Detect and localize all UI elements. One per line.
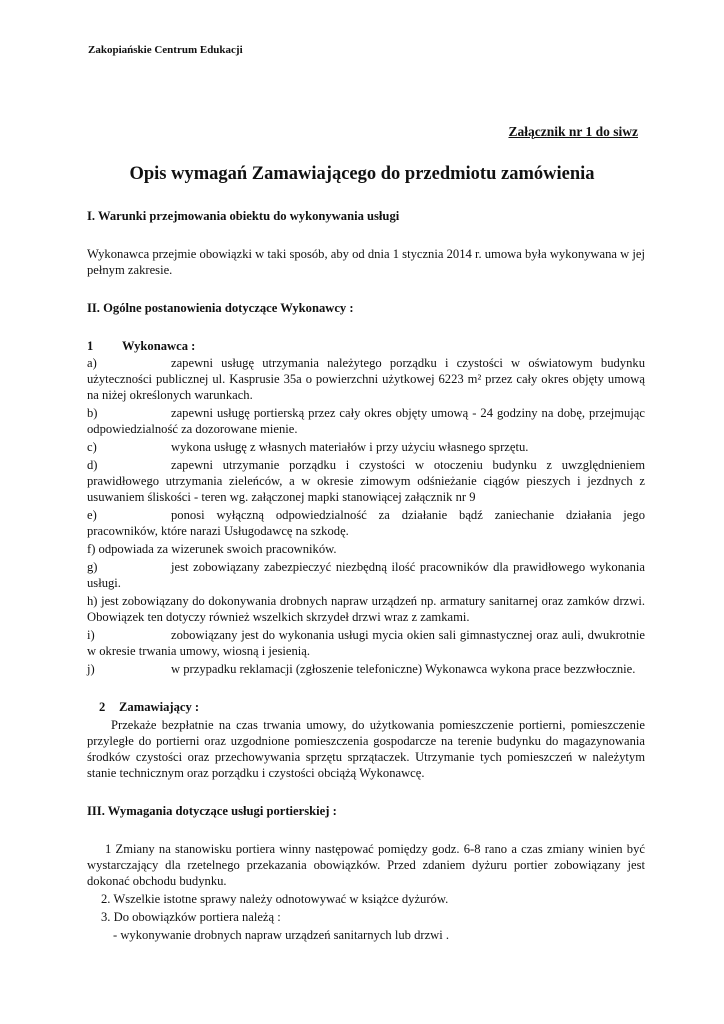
subsection-1-title: Wykonawca : [122, 339, 196, 353]
subsection-2-title: Zamawiający : [119, 700, 200, 714]
list-item-c [87, 439, 645, 455]
section-3-heading: III. Wymagania dotyczące usługi portierskiej : [87, 804, 337, 818]
attachment-label: Załącznik nr 1 do siwz [508, 124, 638, 139]
list-item-label: g) [87, 560, 98, 574]
list-item-label: b) [87, 406, 98, 420]
section-3-paragraph-1: 1 Zmiany na stanowisku portiera winny następować pomiędzy godz. 6-8 rano a czas zmiany winien być wystarczający dla rzetelnego przekazania obowiązków. Przed zdaniem dyżuru portier zobowiązany jest dokonać obchodu budynku. [87, 842, 645, 888]
subsection-2-text: Przekaże bezpłatnie na czas trwania umowy, do użytkowania pomieszczenie portierni, pomieszczenie przyległe do portierni oraz uzgodnione pomieszczenia gospodarcze na terenie budynku do magazynowania środków czystości oraz przechowywania sprzętu sprzątaczek. Utrzymanie tych pomieszczeń w należytym stanie technicznym oraz porządku i czystości obciążą Wykonawcę. [87, 718, 645, 780]
section-1-text: Wykonawca przejmie obowiązki w taki sposób, aby od dnia 1 stycznia 2014 r. umowa była wykonywana w jej pełnym zakresie. [87, 247, 645, 277]
list-item-label: j) [87, 662, 95, 676]
subsection-2-number: 2 [99, 700, 106, 714]
list-item-label: a) [87, 356, 97, 370]
list-item-text: w przypadku reklamacji (zgłoszenie telefoniczne) Wykonawca wykona prace bezzwłocznie. [171, 662, 636, 676]
list-item-label: e) [87, 508, 97, 522]
list-item-e [87, 507, 645, 539]
list-item-label: c) [87, 440, 97, 454]
list-item-i [87, 627, 645, 659]
list-item-text: jest zobowiązany zabezpieczyć niezbędną ilość pracowników dla prawidłowego wykonania usługi. [87, 560, 645, 590]
subsection-1-heading [87, 338, 645, 354]
list-item-text: wykona usługę z własnych materiałów i przy użyciu własnego sprzętu. [171, 440, 529, 454]
list-item-text: zapewni utrzymanie porządku i czystości w otoczeniu budynku z uwzględnieniem prawidłowego utrzymania zieleńców, a w okresie zimowym odśnieżanie ciągów pieszych i jezdnych z usuwaniem śliskości - teren wg. załączonej mapki stanowiącej załącznik nr 9 [87, 458, 645, 504]
section-1-heading: I. Warunki przejmowania obiektu do wykonywania usługi [87, 209, 400, 223]
section-3-paragraph-3: 3. Do obowiązków portiera należą : [101, 910, 281, 924]
organization-header: Zakopiańskie Centrum Edukacji [88, 44, 243, 56]
list-item-h: h) jest zobowiązany do dokonywania drobnych napraw urządzeń np. armatury sanitarnej oraz zamków drzwi. Obowiązek ten dotyczy również wszelkich skrzydeł drzwi wraz z zamkami. [87, 594, 645, 624]
section-3-paragraph-2: 2. Wszelkie istotne sprawy należy odnotowywać w książce dyżurów. [101, 892, 449, 906]
list-item-d [87, 457, 645, 505]
document-body [87, 208, 645, 943]
list-item-text: ponosi wyłączną odpowiedzialność za działanie bądź zaniechanie działania jego pracowników, które narazi Usługodawcę na szkodę. [87, 508, 645, 538]
list-item-g [87, 559, 645, 591]
subsection-1-number: 1 [87, 339, 94, 353]
list-item-text: zobowiązany jest do wykonania usługi mycia okien sali gimnastycznej oraz auli, dwukrotnie w okresie trwania umowy, wiosną i jesienią. [87, 628, 645, 658]
list-item-label: i) [87, 628, 95, 642]
list-item-text: zapewni usługę portierską przez cały okres objęty umową - 24 godziny na dobę, przejmując odpowiedzialność za dozorowane mienie. [87, 406, 645, 436]
list-item-f: f) odpowiada za wizerunek swoich pracowników. [87, 542, 337, 556]
list-item-b [87, 405, 645, 437]
list-item-j [87, 661, 645, 677]
section-2-heading: II. Ogólne postanowienia dotyczące Wykonawcy : [87, 301, 354, 315]
subsection-2-heading [87, 699, 645, 715]
list-item-a [87, 355, 645, 403]
list-item-text: zapewni usługę utrzymania należytego porządku i czystości w oświatowym budynku użyteczności publicznej ul. Kasprusie 35a o powierzchni użytkowej 6223 m² przez cały okres objęty umową na niżej określonych warunkach. [87, 356, 645, 402]
list-item-label: d) [87, 458, 98, 472]
section-3-paragraph-3a: - wykonywanie drobnych napraw urządzeń sanitarnych lub drzwi . [113, 928, 450, 942]
page-title: Opis wymagań Zamawiającego do przedmiotu zamówienia [129, 164, 595, 184]
